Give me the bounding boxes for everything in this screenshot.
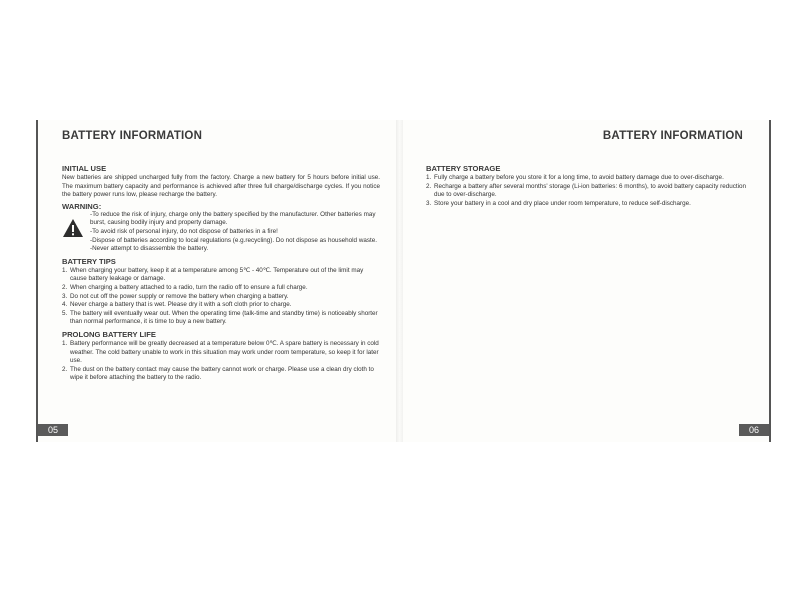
- battery-storage-heading: BATTERY STORAGE: [426, 164, 501, 173]
- page-number: 05: [38, 424, 68, 436]
- initial-use-heading: INITIAL USE: [62, 164, 107, 173]
- battery-tips-section: [62, 257, 380, 327]
- list-item: 4. Never charge a battery that is wet. Please dry it with a soft cloth prior to charge.: [62, 301, 292, 309]
- prolong-list: [62, 340, 380, 383]
- page-number: 06: [739, 424, 769, 436]
- warning-item: -To reduce the risk of injury, charge only the battery specified by the manufacturer. Other batteries may burst, causing bodily injury and property damage.: [90, 210, 376, 227]
- warning-heading: WARNING:: [62, 201, 102, 211]
- page-title: BATTERY INFORMATION: [62, 130, 203, 142]
- left-page-content: [62, 164, 380, 383]
- page-title: BATTERY INFORMATION: [602, 130, 743, 142]
- list-item: 2. When charging a battery attached to a radio, turn the radio off to ensure a full charge.: [62, 283, 308, 291]
- battery-tips-heading: BATTERY TIPS: [62, 256, 116, 266]
- list-item: 2. Recharge a battery after several months' storage (Li-ion batteries: 6 months), to avoid battery capacity reduction due to over-discharge.: [426, 182, 747, 199]
- warning-section: [62, 202, 380, 254]
- list-item: 1. Battery performance will be greatly decreased at a temperature below 0℃. A spare battery is necessary in cold weather. The cold battery unable to work in this situation may work under room temperature, so keep it for later use.: [62, 339, 379, 365]
- left-page: [36, 120, 396, 442]
- list-item: 1. When charging your battery, keep it at a temperature among 5℃ - 40℃. Temperature out of the limit may cause battery leakage or damage.: [62, 266, 364, 283]
- warning-triangle-icon: [62, 218, 84, 238]
- list-item: 5. The battery will eventually wear out. When the operating time (talk-time and standby time) is noticeably shorter than normal performance, it is time to buy a new battery.: [62, 309, 378, 326]
- initial-use-section: [62, 164, 380, 200]
- list-item: 3. Do not cut off the power supply or remove the battery when charging a battery.: [62, 292, 289, 300]
- right-page: [403, 120, 771, 442]
- battery-tips-list: [62, 267, 380, 327]
- battery-storage-list: [426, 174, 748, 208]
- prolong-heading: PROLONG BATTERY LIFE: [62, 329, 156, 339]
- warning-item: -To avoid risk of personal injury, do not dispose of batteries in a fire!: [90, 227, 278, 235]
- battery-storage-section: [426, 164, 748, 208]
- prolong-battery-life-section: [62, 330, 380, 383]
- warning-list: [62, 211, 380, 254]
- warning-item: -Never attempt to disassemble the battery.: [90, 245, 209, 253]
- right-page-content: [426, 164, 748, 208]
- list-item: 2. The dust on the battery contact may cause the battery cannot work or charge. Please use a clean dry cloth to wipe it before attaching the battery to the radio.: [62, 365, 374, 382]
- list-item: 3. Store your battery in a cool and dry place under room temperature, to reduce self-discharge.: [426, 199, 691, 207]
- warning-item: -Dispose of batteries according to local regulations (e.g.recycling). Do not dispose as household waste.: [90, 236, 378, 244]
- initial-use-text: New batteries are shipped uncharged fully from the factory. Charge a new battery for 5 hours before initial use. The maximum battery capacity and performance is achieved after three full charge/discharge cycles. If you notice the battery power runs low, please recharge the battery.: [62, 174, 380, 199]
- list-item: 1. Fully charge a battery before you store it for a long time, to avoid battery damage due to over-discharge.: [426, 174, 724, 181]
